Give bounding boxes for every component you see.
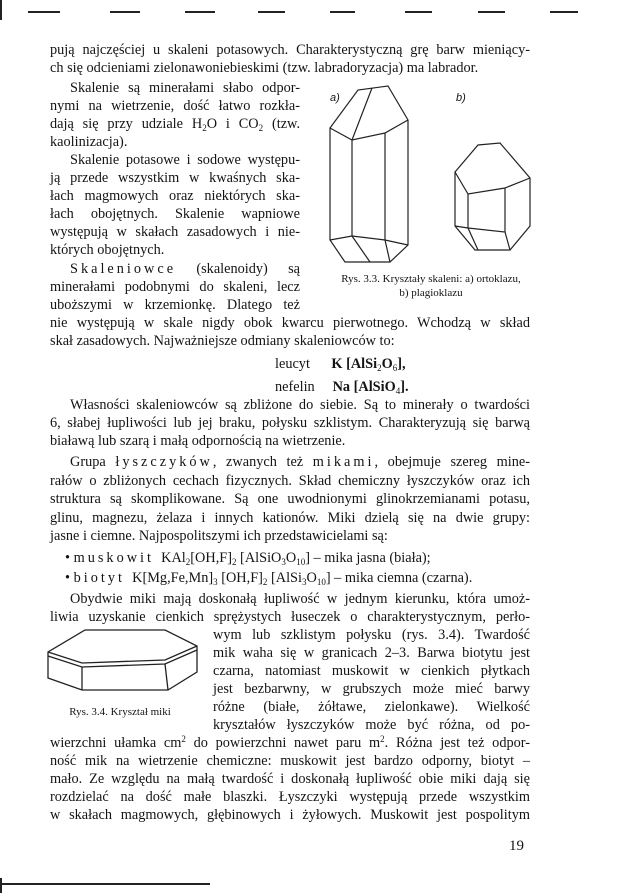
text-line: mik waha się w granicach 2–3. Barwa biotytu jest xyxy=(213,645,530,661)
text-segment: leucyt xyxy=(275,356,332,372)
figure-3-3-caption xyxy=(316,272,546,300)
text-line xyxy=(275,378,475,396)
text-line xyxy=(50,115,300,133)
text-line xyxy=(70,453,530,471)
text-line: minerałami podobnymi do skaleni, lecz xyxy=(50,279,300,295)
text-segment: (tzw. xyxy=(263,116,301,132)
text-line xyxy=(65,569,530,587)
text-line: czarna, natomiast muskowit w cienkich płytkach xyxy=(213,663,530,679)
text-segment: wierzchni ułamka cm xyxy=(50,735,182,751)
text-line: występują w skałach zasadowych i nie- xyxy=(50,224,300,240)
subscript: 2 xyxy=(377,363,382,373)
crystal-mica-drawing xyxy=(48,630,197,690)
text-segment: K[Mg,Fe,Mn] xyxy=(124,570,214,586)
text-segment: , zwanych też xyxy=(212,454,313,470)
text-segment: ], xyxy=(397,356,406,372)
subscript: 3 xyxy=(213,577,218,587)
text-line: łach obojętnych. Skalenie wapniowe xyxy=(50,206,300,222)
page-number: 19 xyxy=(509,838,524,854)
text-line xyxy=(50,734,530,752)
text-line: Skalenie są minerałami słabo odpor- xyxy=(70,80,300,96)
text-line: Skalenie potasowe i sodowe występu- xyxy=(70,152,300,168)
subscript: 6 xyxy=(392,363,398,373)
text-line: Obydwie miki mają doskonałą łupliwość w jednym kierunku, która umoż- xyxy=(70,591,530,607)
text-line: struktura są skomplikowane. Są one uwodnionymi glinokrzemianami potasu, xyxy=(50,491,530,507)
crystal-plagioclase-drawing xyxy=(455,143,530,250)
text-segment: K [AlSi xyxy=(331,356,378,372)
superscript: 2 xyxy=(181,734,186,744)
figure-3-4-caption: Rys. 3.4. Kryształ miki xyxy=(69,706,171,718)
text-line: 6, słabej łupliwości lub jej braku, połysku szklistym. Charakteryzują się barwą xyxy=(50,415,530,431)
text-line: pują najczęściej u skaleni potasowych. Charakterystyczną grę barw mieniący- xyxy=(50,42,530,58)
figure-label-a: a) xyxy=(330,92,340,104)
text-segment: Grupa xyxy=(70,454,116,470)
text-line: których obojętnych. xyxy=(50,242,165,258)
text-segment: [AlSiO xyxy=(236,550,282,566)
text-line: ność mik na wietrzenie chemiczne: muskowit jest bardzo odporny, biotyt – xyxy=(50,753,530,769)
text-segment: nefelin xyxy=(275,379,333,395)
text-segment: • xyxy=(65,570,74,586)
text-line: liwia uzyskanie cienkich sprężystych łuseczek o charakterystycznym, perło- xyxy=(50,609,530,625)
caption-line: Rys. 3.3. Kryształy skaleni: a) ortoklazu, xyxy=(341,273,521,285)
text-line: Własności skaleniowców są zbliżone do siebie. Są to minerały o twardości xyxy=(70,397,530,413)
subscript: 10 xyxy=(296,557,306,567)
text-line: ją przede wszystkim w kwaśnych ska- xyxy=(50,170,300,186)
text-line: nie występują w skale nigdy obok kwarcu pierwotnego. Wchodzą w skład xyxy=(50,315,530,331)
subscript: 2 xyxy=(262,577,268,587)
text-segment: [AlSi xyxy=(267,570,302,586)
subscript: 2 xyxy=(202,123,207,133)
text-segment: łyszczyków xyxy=(115,454,213,470)
text-line: skał zasadowych. Najważniejsze odmiany skaleniowców to: xyxy=(50,333,395,349)
subscript: 2 xyxy=(231,557,237,567)
text-line: wym lub szklistym połysku (rys. 3.4). Twardość xyxy=(213,627,530,643)
text-segment: (skalenoidy) są xyxy=(176,261,300,277)
text-line: mało. Ze względu na małą twardość i doskonałą łupliwość obie miki dają się xyxy=(50,771,530,787)
superscript: 2 xyxy=(380,734,385,744)
subscript: 4 xyxy=(395,386,401,396)
text-line: białawą lub szarą i małą odpornością na wietrzenie. xyxy=(50,433,346,449)
text-segment: mikami xyxy=(312,454,375,470)
text-line: rałów o zbliżonych cechach fizycznych. Skład chemiczny łyszczyków oraz ich xyxy=(50,473,530,489)
text-segment: O i CO xyxy=(206,116,259,132)
text-segment: Na [AlSiO xyxy=(332,379,396,395)
text-segment: biotyt xyxy=(73,570,125,586)
text-line: w skałach magmowych, głębinowych i żyłowych. Muskowit jest pospolitym xyxy=(50,807,530,823)
crystal-orthoclase-drawing xyxy=(330,86,408,262)
caption-line: b) plagioklazu xyxy=(399,287,463,299)
text-line: różne (białe, żółtawe, zielonkawe). Wielkość xyxy=(213,699,530,715)
text-line: kaolinizacja). xyxy=(50,134,128,150)
figure-label-b: b) xyxy=(456,92,466,104)
text-line: nymi na wietrzenie, dość łatwo rozkła- xyxy=(50,98,300,114)
text-segment: muskowit xyxy=(73,550,154,566)
text-segment: O xyxy=(285,550,297,566)
text-line: łach magmowych oraz niektórych ska- xyxy=(50,188,300,204)
text-segment: ] – mika ciemna (czarna). xyxy=(325,570,473,586)
subscript: 3 xyxy=(301,577,307,587)
text-line: glinu, magnezu, żelaza i innych kationów. Miki dzielą się na dwie grupy: xyxy=(50,510,530,526)
text-line xyxy=(70,260,300,278)
text-segment: do powierzchni nawet paru m xyxy=(185,735,381,751)
text-segment: O xyxy=(306,570,317,586)
text-segment: [OH,F] xyxy=(217,570,263,586)
subscript: 2 xyxy=(185,557,191,567)
text-line: rozdzielać na dość małe blaszki. Łyszczyki występują przede wszystkim xyxy=(50,789,530,805)
text-line: kryształów łyszczyków może być różna, od po- xyxy=(213,717,530,733)
text-segment: , obejmuje szereg mine- xyxy=(374,454,530,470)
text-line xyxy=(65,549,530,567)
text-segment: ] – mika jasna (biała); xyxy=(305,550,431,566)
text-segment: KAl xyxy=(154,550,186,566)
text-line: jest bezbarwny, w grubszych może mieć barwy xyxy=(213,681,530,697)
text-segment: dają się przy udziale H xyxy=(50,116,203,132)
text-segment: [OH,F] xyxy=(190,550,232,566)
text-segment: ]. xyxy=(400,379,409,395)
subscript: 10 xyxy=(316,577,326,587)
text-segment: . Różna jest też odpor- xyxy=(384,735,530,751)
subscript: 3 xyxy=(281,557,286,567)
text-line: ch się odcieniami zielonawoniebieskimi (tzw. labradoryzacja) ma labrador. xyxy=(50,60,479,76)
text-line: jasne i ciemne. Najpospolitszymi ich przedstawicielami są: xyxy=(50,528,388,544)
text-segment: O xyxy=(381,356,393,372)
text-line: uboższymi w krzemionkę. Dlatego też xyxy=(50,297,300,313)
subscript: 2 xyxy=(258,123,264,133)
text-line xyxy=(275,355,475,373)
text-segment: • xyxy=(65,550,74,566)
text-segment: Skaleniowce xyxy=(70,261,177,277)
